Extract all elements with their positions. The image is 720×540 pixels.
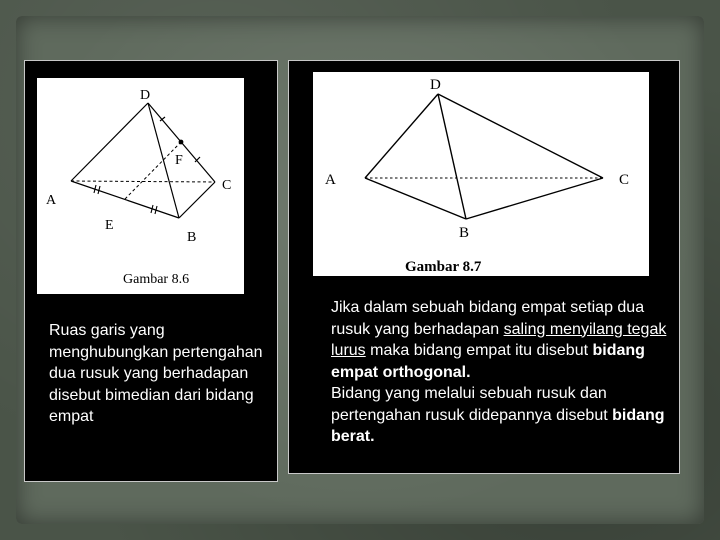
label-D: D (140, 88, 151, 103)
edge-BC (466, 178, 603, 219)
edge-BC (179, 182, 215, 218)
orthogonal-definition (331, 297, 671, 448)
edge-DB (438, 94, 466, 219)
label-D: D (430, 77, 441, 93)
text-p1-b: maka bidang empat itu disebut (365, 342, 593, 359)
edge-AC-hidden (71, 181, 215, 182)
figure-8-6 (37, 78, 244, 294)
text-p1-underline: saling menyilang tegak lurus (331, 320, 667, 359)
text-p1-bold: bidang empat orthogonal. (331, 342, 645, 381)
figure-8-7-diagram (313, 72, 649, 276)
label-A: A (46, 193, 57, 208)
right-panel (288, 60, 680, 474)
edge-DC (438, 94, 603, 178)
label-A: A (325, 172, 336, 188)
bimedian-definition: Ruas garis yang menghubungkan pertengahan dua rusuk yang berhadapan disebut bimedian dari bidang empat (49, 322, 263, 425)
edge-DA (71, 103, 148, 181)
figure-8-7 (313, 72, 649, 276)
figure-8-7-caption: Gambar 8.7 (405, 259, 482, 275)
label-B: B (459, 225, 470, 241)
midpoint-F-dot (179, 140, 184, 145)
edge-AB (365, 178, 466, 219)
edge-AB (71, 181, 179, 218)
label-F: F (175, 153, 183, 168)
figure-8-6-diagram (37, 78, 244, 294)
left-panel (24, 60, 278, 482)
label-E: E (105, 218, 114, 233)
figure-8-6-caption: Gambar 8.6 (123, 272, 190, 287)
text-p1-a: Jika dalam sebuah bidang empat setiap dua rusuk yang berhadapan (331, 299, 645, 338)
text-p2-a: Bidang yang melalui sebuah rusuk dan pertengahan rusuk didepannya disebut (331, 385, 613, 424)
text-p2-bold: bidang berat. (331, 406, 665, 445)
bimedian-EF (125, 142, 181, 199)
edge-DA (365, 94, 438, 178)
label-C: C (619, 172, 630, 188)
label-B: B (187, 230, 197, 245)
label-C: C (222, 178, 232, 193)
